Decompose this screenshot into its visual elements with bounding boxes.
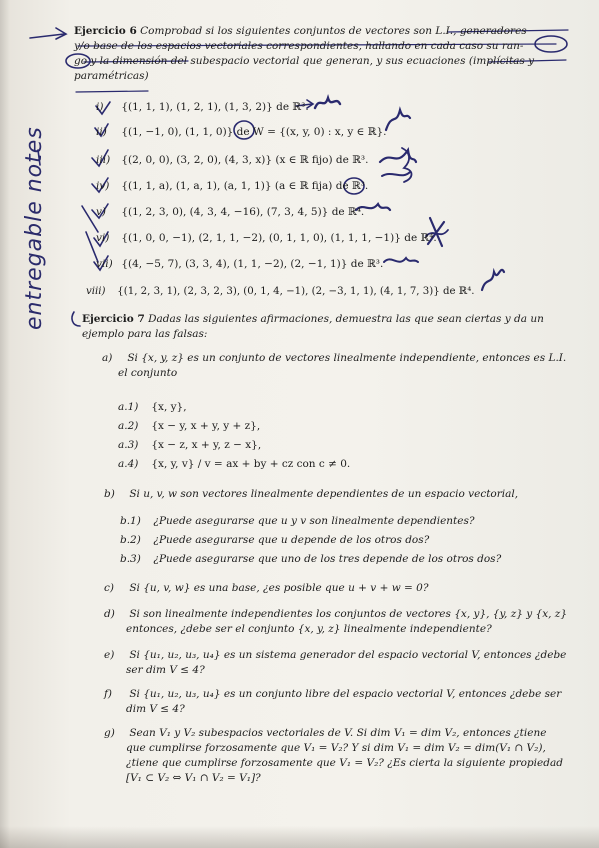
item-label: ii) <box>96 126 107 138</box>
item-text: {(2, 0, 0), (3, 2, 0), (4, 3, x)} (x ∈ ℝ fijo) de ℝ³. <box>121 154 369 166</box>
ex6-item-i <box>96 101 309 114</box>
item-label: i) <box>96 101 104 113</box>
item-text: ¿Puede asegurarse que u y v son linealmente dependientes? <box>153 515 475 527</box>
handwritten-margin-note: entregable notes <box>22 126 47 330</box>
item-label: e) <box>104 649 115 661</box>
item-label: a) <box>102 352 113 364</box>
ex6-item-vii <box>96 258 383 271</box>
ex7-item-a4 <box>118 458 350 471</box>
ex7-item-e-line-2: ser dim V ≤ 4? <box>126 664 205 676</box>
ex7-item-g <box>104 727 546 740</box>
ex7-item-a3 <box>118 439 261 452</box>
item-label: c) <box>104 582 114 594</box>
ex7-item-f-line-2: dim V ≤ 4? <box>126 703 185 715</box>
item-text: Si u, v, w son vectores linealmente dependientes de un espacio vectorial, <box>129 488 519 500</box>
item-label: b.2) <box>120 534 141 546</box>
ex6-intro-line-1 <box>74 25 527 38</box>
ex7-item-a <box>102 352 566 365</box>
ex7-intro-text: Dadas las siguientes afirmaciones, demuestra las que sean ciertas y da un <box>148 313 544 325</box>
item-label: vi) <box>96 232 110 244</box>
item-text: {x, y}, <box>151 401 187 413</box>
item-text: {(1, 0, 0, −1), (2, 1, 1, −2), (0, 1, 1, 0), (1, 1, 1, −1)} de ℝ⁴. <box>121 232 437 244</box>
item-label: iii) <box>96 154 111 166</box>
ex7-item-f <box>104 688 561 701</box>
ex6-item-iv <box>96 180 368 193</box>
ex6-item-ii <box>96 126 387 139</box>
item-label: a.4) <box>118 458 139 470</box>
ex6-intro-line-4: paramétricas) <box>74 70 149 82</box>
ex7-intro-line-2: ejemplo para las falsas: <box>82 328 208 340</box>
item-text: {(1, 1, 1), (1, 2, 1), (1, 3, 2)} de ℝ³. <box>121 101 309 113</box>
ex6-intro-text: Comprobad si los siguientes conjuntos de vectores son L.I., generadores <box>140 25 527 37</box>
ex7-item-a1 <box>118 401 187 414</box>
ex6-intro-line-2: y/o base de los espacios vectoriales correspondientes, hallando en cada caso su ran- <box>74 40 524 52</box>
item-text: {x − z, x + y, z − x}, <box>151 439 262 451</box>
item-label: iv) <box>96 180 110 192</box>
item-label: vii) <box>96 258 113 270</box>
ex7-item-e <box>104 649 566 662</box>
ex6-item-viii <box>86 285 475 298</box>
item-label: g) <box>104 727 115 739</box>
item-text: {x, y, v} / v = ax + by + cz con c ≠ 0. <box>151 458 351 470</box>
item-text: ¿Puede asegurarse que uno de los tres depende de los otros dos? <box>153 553 502 565</box>
ex7-item-b <box>104 488 518 501</box>
item-label: v) <box>96 206 107 218</box>
ex7-item-c <box>104 582 428 595</box>
ex6-item-v <box>96 206 364 219</box>
item-text: Si {u₁, u₂, u₃, u₄} es un conjunto libre del espacio vectorial V, entonces ¿debe ser <box>129 688 562 700</box>
ex6-item-iii <box>96 154 368 167</box>
item-text: {(1, −1, 0), (1, 1, 0)} de W = {(x, y, 0) : x, y ∈ ℝ}. <box>121 126 387 138</box>
item-label: viii) <box>86 286 106 297</box>
item-label: f) <box>104 688 112 700</box>
item-text: Si {x, y, z} es un conjunto de vectores linealmente independiente, entonces es L.I. <box>127 352 567 364</box>
ex7-item-a-line-2: el conjunto <box>118 367 178 379</box>
item-text: Si son linealmente independientes los conjuntos de vectores {x, y}, {y, z} y {x, z} <box>129 608 568 620</box>
item-text: {(1, 1, a), (1, a, 1), (a, 1, 1)} (a ∈ ℝ fija) de ℝ³. <box>121 180 369 192</box>
item-label: a.3) <box>118 439 139 451</box>
item-text: ¿Puede asegurarse que u depende de los otros dos? <box>153 534 430 546</box>
item-text: {(1, 2, 3, 1), (2, 3, 2, 3), (0, 1, 4, −1), (2, −3, 1, 1), (4, 1, 7, 3)} de ℝ⁴. <box>117 286 475 297</box>
ex7-item-d <box>104 608 567 621</box>
ex7-item-g-line-3: ¿tiene que cumplirse forzosamente que V₁ = V₂? ¿Es cierta la siguiente propiedad <box>126 757 563 769</box>
item-label: b.3) <box>120 553 141 565</box>
ex7-item-g-line-4: [V₁ ⊂ V₂ ⇔ V₁ ∩ V₂ = V₁]? <box>126 772 261 784</box>
ex7-item-b1 <box>120 515 475 528</box>
item-label: a.2) <box>118 420 139 432</box>
item-text: Sean V₁ y V₂ subespacios vectoriales de V. Si dim V₁ = dim V₂, entonces ¿tiene <box>129 727 547 739</box>
ex7-item-d-line-2: entonces, ¿debe ser el conjunto {x, y, z} linealmente independiente? <box>126 623 492 635</box>
page-bottom-edge <box>0 826 599 848</box>
ex7-item-b3 <box>120 553 501 566</box>
item-text: {(1, 2, 3, 0), (4, 3, 4, −16), (7, 3, 4, 5)} de ℝ⁴. <box>121 206 365 218</box>
item-label: d) <box>104 608 115 620</box>
item-text: Si {u, v, w} es una base, ¿es posible que u + v + w = 0? <box>129 582 429 594</box>
ex7-item-b2 <box>120 534 429 547</box>
item-label: b) <box>104 488 115 500</box>
item-label: b.1) <box>120 515 141 527</box>
ex6-item-vi <box>96 232 437 245</box>
ex7-item-a2 <box>118 420 260 433</box>
ex7-title: Ejercicio 7 <box>82 313 145 325</box>
item-label: a.1) <box>118 401 139 413</box>
ex7-item-g-line-2: que cumplirse forzosamente que V₁ = V₂? Y si dim V₁ = dim V₂ = dim(V₁ ∩ V₂), <box>126 742 546 754</box>
ex6-title: Ejercicio 6 <box>74 25 137 37</box>
ex6-intro-line-3: go y la dimensión del subespacio vectorial que generan, y sus ecuaciones (implícitas y <box>74 55 535 67</box>
item-text: {(4, −5, 7), (3, 3, 4), (1, 1, −2), (2, −1, 1)} de ℝ³. <box>121 258 384 270</box>
ex7-intro-line-1 <box>82 313 544 326</box>
item-text: {x − y, x + y, y + z}, <box>151 420 261 432</box>
item-text: Si {u₁, u₂, u₃, u₄} es un sistema generador del espacio vectorial V, entonces ¿debe <box>129 649 567 661</box>
